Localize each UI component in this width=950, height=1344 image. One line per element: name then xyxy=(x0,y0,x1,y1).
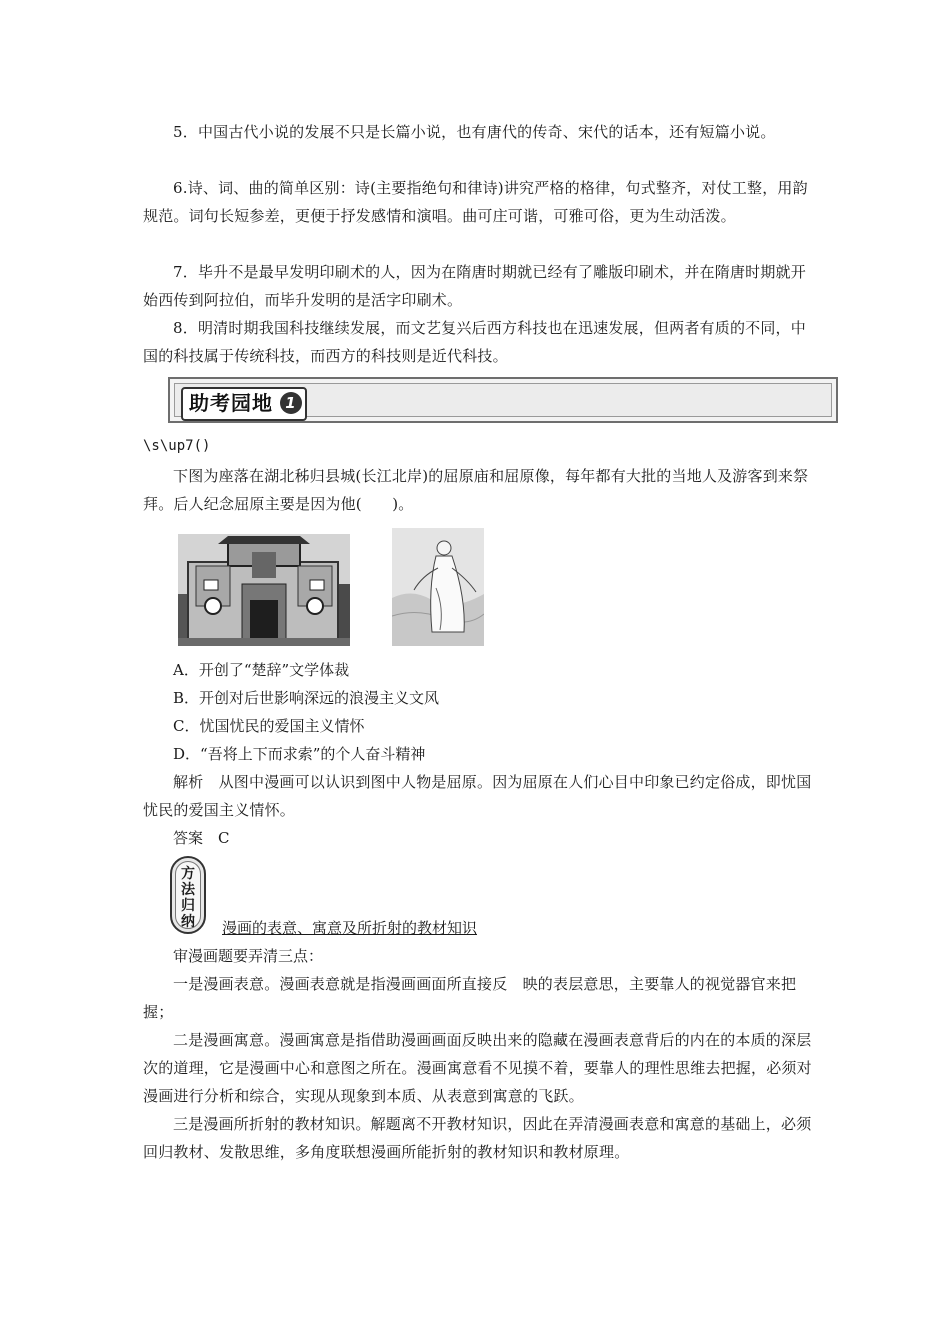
method-badge-text: 方法归纳 xyxy=(175,861,201,929)
banner-label xyxy=(181,387,307,421)
portrait-illustration xyxy=(392,528,484,646)
method-title: 漫画的表意、寓意及所折射的教材知识 xyxy=(222,919,478,937)
banner-inner xyxy=(174,383,832,417)
method-point-2: 二是漫画寓意。漫画寓意是指借助漫画画面反映出来的隐藏在漫画表意背后的内在的本质的深层次的道理，它是漫画中心和意图之所在。漫画寓意看不见摸不着，要靠人的理性思维去把握，必须对漫画进行分析和综合，实现从现象到本质、从表意到寓意的飞跃。 xyxy=(143,1031,812,1105)
method-point-1: 一是漫画表意。漫画表意就是指漫画画面所直接反 映的表层意思，主要靠人的视觉器官来把握； xyxy=(143,975,797,1021)
paragraph-7: 7．毕升不是最早发明印刷术的人，因为在隋唐时期就已经有了雕版印刷术，并在隋唐时期就开始西传到阿拉伯，而毕升发明的是活字印刷术。 xyxy=(143,263,806,309)
option-a: A．开创了“楚辞”文学体裁 xyxy=(173,661,350,679)
banner-number-icon: 1 xyxy=(280,392,302,414)
analysis-text: 解析 从图中漫画可以认识到图中人物是屈原。因为屈原在人们心目中印象已约定俗成，即忧国忧民的爱国主义情怀。 xyxy=(143,773,812,819)
question-stem: 下图为座落在湖北秭归县城(长江北岸)的屈原庙和屈原像，每年都有大批的当地人及游客到来祭拜。后人纪念屈原主要是因为他( )。 xyxy=(143,467,809,513)
option-c: C．忧国忧民的爱国主义情怀 xyxy=(173,717,365,735)
method-point-3: 三是漫画所折射的教材知识。解题离不开教材知识，因此在弄清漫画表意和寓意的基础上，必须回归教材、发散思维，多角度联想漫画所能折射的教材知识和教材原理。 xyxy=(143,1115,812,1161)
exam-help-banner xyxy=(168,377,838,423)
qu-yuan-temple-image xyxy=(178,534,350,646)
answer-text: 答案 C xyxy=(173,829,230,847)
paragraph-5: 5．中国古代小说的发展不只是长篇小说，也有唐代的传奇、宋代的话本，还有短篇小说。 xyxy=(173,123,776,141)
code-line: \s\up7() xyxy=(143,438,211,454)
method-summary-badge xyxy=(170,856,206,934)
qu-yuan-portrait-image xyxy=(392,528,484,646)
banner-label-text: 助考园地 xyxy=(189,391,273,415)
paragraph-8: 8．明清时期我国科技继续发展，而文艺复兴后西方科技也在迅速发展，但两者有质的不同，中国的科技属于传统科技，而西方的科技则是近代科技。 xyxy=(143,319,806,365)
option-b: B．开创对后世影响深远的浪漫主义文风 xyxy=(173,689,440,707)
temple-illustration xyxy=(178,534,350,646)
option-d: D．“吾将上下而求索”的个人奋斗精神 xyxy=(173,745,426,763)
paragraph-6: 6.诗、词、曲的简单区别：诗(主要指绝句和律诗)讲究严格的格律，句式整齐，对仗工整，用韵规范。词句长短参差，更便于抒发感情和演唱。曲可庄可谐，可雅可俗，更为生动活泼。 xyxy=(143,179,808,225)
method-intro: 审漫画题要弄清三点： xyxy=(173,947,324,965)
